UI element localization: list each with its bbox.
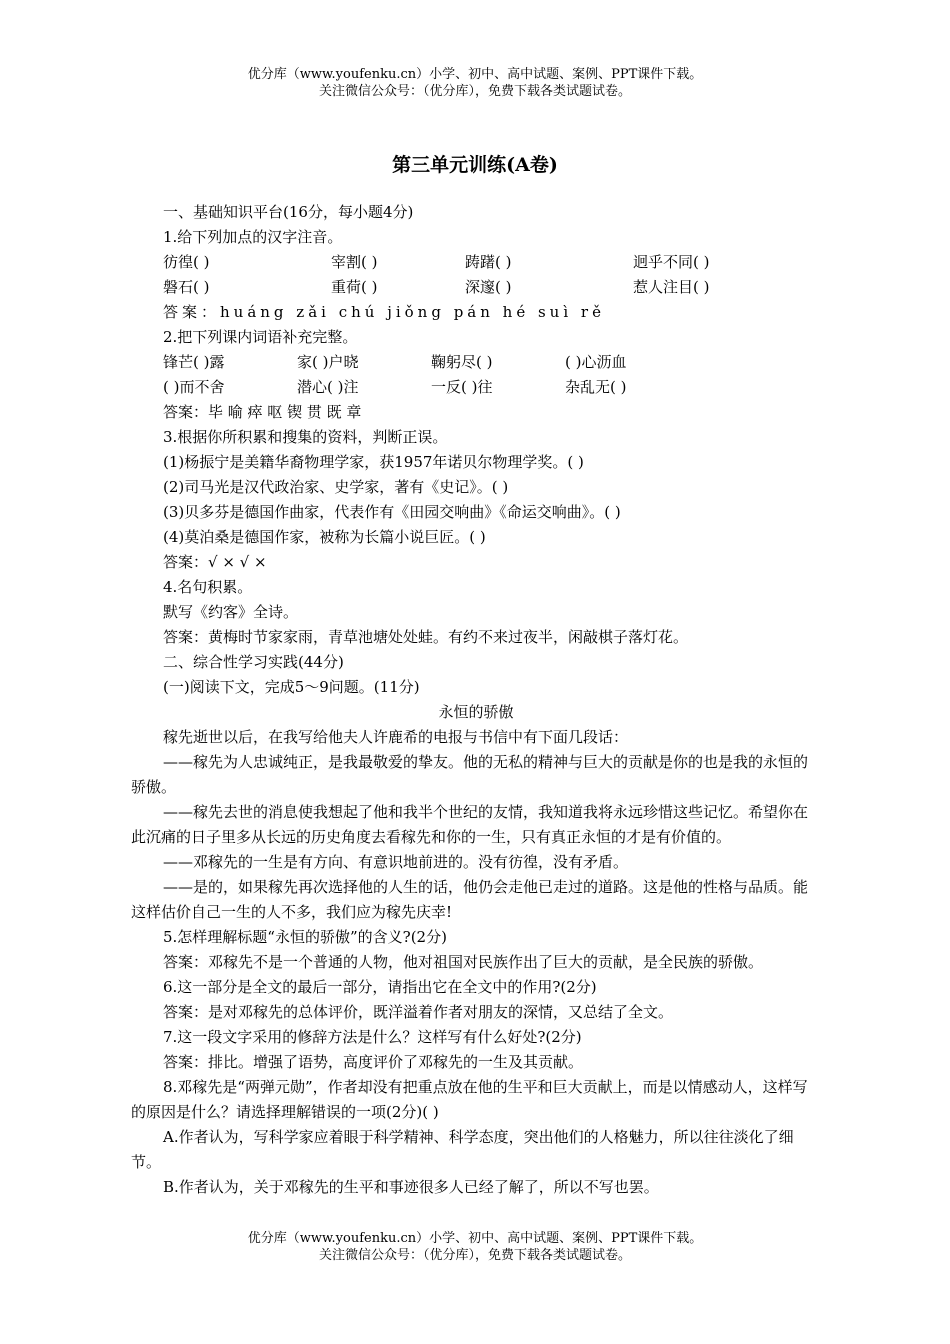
q4-prompt: 4.名句积累。 bbox=[163, 578, 253, 596]
q2-item: ( )而不舍 bbox=[163, 378, 225, 396]
section2-heading: 二、综合性学习实践(44分) bbox=[163, 653, 344, 671]
q2-row-2 bbox=[131, 375, 821, 400]
q2-prompt: 2.把下列课内词语补充完整。 bbox=[163, 328, 358, 346]
q2-item: 鞠躬尽( ) bbox=[431, 353, 493, 371]
q4-sub: 默写《约客》全诗。 bbox=[163, 603, 299, 621]
q2-item: ( )心沥血 bbox=[565, 353, 627, 371]
section1-heading: 一、基础知识平台(16分，每小题4分) bbox=[163, 203, 414, 221]
footer-line-2: 关注微信公众号：（优分库），免费下载各类试题试卷。 bbox=[318, 1248, 631, 1263]
q1-item: 磐石( ) bbox=[163, 278, 210, 296]
answer-line: 答案：排比。增强了语势，高度评价了邓稼先的一生及其贡献。 bbox=[163, 1053, 584, 1071]
question-line: 8.邓稼先是“两弹元勋”，作者却没有把重点放在他的生平和巨大贡献上，而是以情感动人，这样写的原因是什么？请选择理解错误的一项(2分)( ) bbox=[131, 1078, 808, 1121]
q1-prompt: 1.给下列加点的汉字注音。 bbox=[163, 228, 343, 246]
q2-answer: 答案：毕 喻 瘁 呕 锲 贯 既 章 bbox=[163, 403, 362, 421]
passage-paragraph: 稼先逝世以后，在我写给他夫人许鹿希的电报与书信中有下面几段话： bbox=[163, 728, 629, 746]
q3-item: (3)贝多芬是德国作曲家，代表作有《田园交响曲》《命运交响曲》。( ) bbox=[163, 503, 621, 521]
header-line-1: 优分库（www.youfenku.cn）小学、初中、高中试题、案例、PPT课件下载。 bbox=[247, 67, 703, 82]
q1-item: 深邃( ) bbox=[465, 278, 512, 296]
q1-item: 迥乎不同( ) bbox=[633, 253, 710, 271]
question-line: 5.怎样理解标题“永恒的骄傲”的含义?(2分) bbox=[163, 928, 447, 946]
passage-paragraph: ——稼先为人忠诚纯正，是我最敬爱的挚友。他的无私的精神与巨大的贡献是你的也是我的永恒的骄傲。 bbox=[131, 753, 809, 796]
q3-item: (1)杨振宁是美籍华裔物理学家，获1957年诺贝尔物理学奖。( ) bbox=[163, 453, 584, 471]
option-line: A.作者认为，写科学家应着眼于科学精神、科学态度，突出他们的人格魅力，所以往往淡化了细节。 bbox=[131, 1128, 794, 1171]
footer-line-1: 优分库（www.youfenku.cn）小学、初中、高中试题、案例、PPT课件下载。 bbox=[247, 1231, 703, 1246]
q2-item: 杂乱无( ) bbox=[565, 378, 627, 396]
page-title: 第三单元训练(A卷) bbox=[392, 154, 558, 176]
q3-answer: 答案：√ × √ × bbox=[163, 553, 267, 571]
section2-part1: (一)阅读下文，完成5～9问题。(11分) bbox=[163, 678, 420, 696]
page-header bbox=[0, 66, 950, 100]
question-line: 7.这一段文字采用的修辞方法是什么？这样写有什么好处?(2分) bbox=[163, 1028, 582, 1046]
q1-item: 宰割( ) bbox=[331, 253, 378, 271]
q1-item: 重荷( ) bbox=[331, 278, 378, 296]
answer-line: 答案：邓稼先不是一个普通的人物，他对祖国对民族作出了巨大的贡献，是全民族的骄傲。 bbox=[163, 953, 764, 971]
q2-row-1 bbox=[131, 350, 821, 375]
q2-item: 一反( )往 bbox=[431, 378, 493, 396]
q1-answer: 答案：huáng zǎi chú jiǒng pán hé suì rě bbox=[163, 303, 605, 321]
q1-item: 惹人注目( ) bbox=[633, 278, 710, 296]
q1-item: 彷徨( ) bbox=[163, 253, 210, 271]
option-line: B.作者认为，关于邓稼先的生平和事迹很多人已经了解了，所以不写也罢。 bbox=[163, 1178, 659, 1196]
document-body bbox=[131, 200, 821, 1200]
q1-row-1 bbox=[131, 250, 821, 275]
q2-item: 锋芒( )露 bbox=[163, 353, 225, 371]
passage-title: 永恒的骄傲 bbox=[438, 703, 514, 721]
q1-item: 踌躇( ) bbox=[465, 253, 512, 271]
q3-prompt: 3.根据你所积累和搜集的资料，判断正误。 bbox=[163, 428, 448, 446]
q3-item: (2)司马光是汉代政治家、史学家，著有《史记》。( ) bbox=[163, 478, 509, 496]
q2-item: 家( )户晓 bbox=[297, 353, 359, 371]
q4-answer: 答案：黄梅时节家家雨，青草池塘处处蛙。有约不来过夜半，闲敲棋子落灯花。 bbox=[163, 628, 689, 646]
question-line: 6.这一部分是全文的最后一部分，请指出它在全文中的作用?(2分) bbox=[163, 978, 597, 996]
q1-row-2 bbox=[131, 275, 821, 300]
passage-paragraph: ——是的，如果稼先再次选择他的人生的话，他仍会走他已走过的道路。这是他的性格与品质。能这样估价自己一生的人不多，我们应为稼先庆幸! bbox=[131, 878, 809, 921]
page-footer bbox=[0, 1230, 950, 1264]
header-line-2: 关注微信公众号：（优分库），免费下载各类试题试卷。 bbox=[318, 84, 631, 99]
passage-paragraph: ——邓稼先的一生是有方向、有意识地前进的。没有彷徨，没有矛盾。 bbox=[163, 853, 629, 871]
q3-item: (4)莫泊桑是德国作家，被称为长篇小说巨匠。( ) bbox=[163, 528, 486, 546]
q2-item: 潜心( )注 bbox=[297, 378, 359, 396]
answer-line: 答案：是对邓稼先的总体评价，既洋溢着作者对朋友的深情，又总结了全文。 bbox=[163, 1003, 674, 1021]
passage-paragraph: ——稼先去世的消息使我想起了他和我半个世纪的友情，我知道我将永远珍惜这些记忆。希望你在此沉痛的日子里多从长远的历史角度去看稼先和你的一生，只有真正永恒的才是有价值的。 bbox=[131, 803, 809, 846]
